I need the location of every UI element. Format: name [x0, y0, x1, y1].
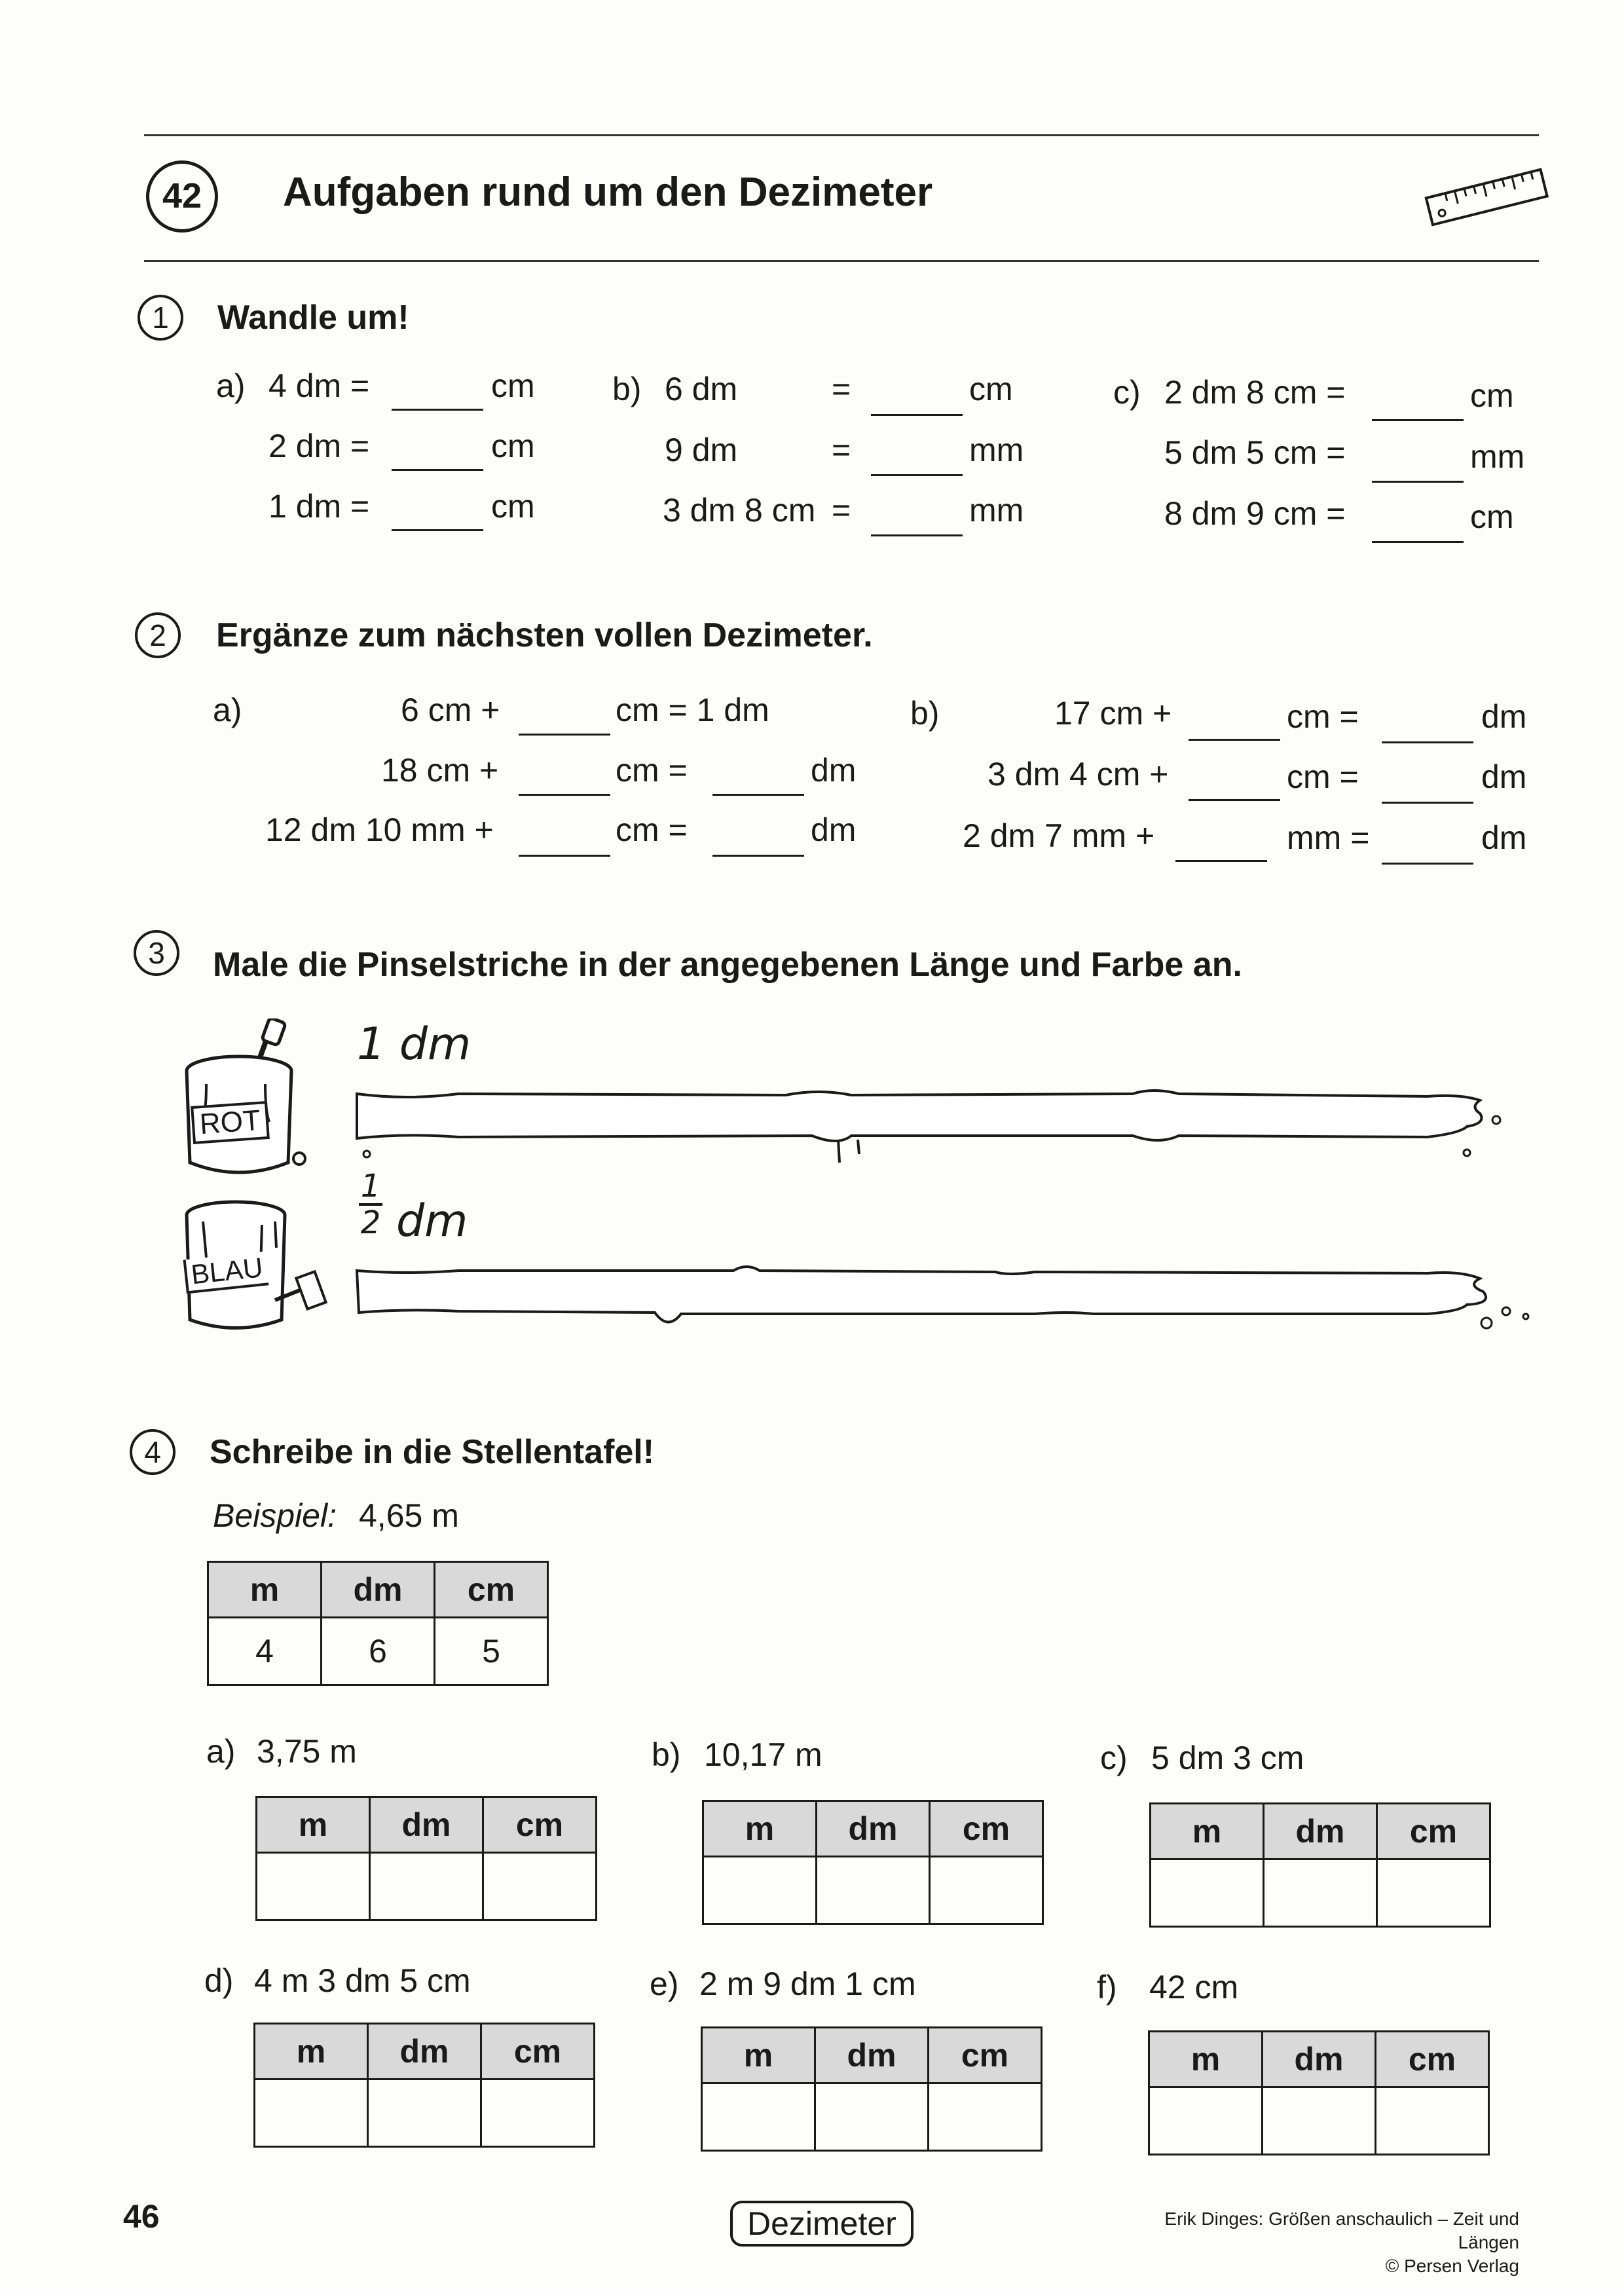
task-1a-row1-left: 4 dm =: [268, 367, 370, 404]
place-value-table-a: [255, 1796, 597, 1921]
col-header-dm: dm: [817, 1801, 930, 1857]
task-2b-row2-end: dm: [1481, 758, 1527, 795]
answer-blank[interactable]: [1189, 739, 1280, 741]
page-badge-text: 42: [162, 176, 202, 215]
example-digit-cm: 5: [435, 1618, 548, 1685]
answer-cell[interactable]: [930, 1857, 1043, 1924]
answer-blank[interactable]: [712, 855, 804, 857]
task-1c-row1-left: 2 dm 8 cm =: [1164, 374, 1346, 411]
col-header-m: m: [257, 1797, 370, 1853]
task-1a-row2-left: 2 dm =: [268, 428, 370, 464]
answer-cell[interactable]: [815, 2083, 929, 2151]
task-1a-row2-unit: cm: [491, 428, 535, 464]
answer-blank[interactable]: [519, 734, 610, 736]
item-d-letter: d): [204, 1962, 234, 1999]
page-title: Aufgaben rund um den Dezimeter: [283, 170, 933, 215]
answer-blank[interactable]: [871, 474, 963, 476]
task-1b-row3-left: 3 dm 8 cm: [663, 492, 816, 529]
stroke-1-length: 1 dm: [357, 1018, 471, 1070]
paint-stroke-1[interactable]: [354, 1081, 1519, 1172]
footer-page-number: 46: [123, 2198, 160, 2235]
task-2a-letter: a): [213, 692, 242, 728]
item-b-value: 10,17 m: [704, 1736, 822, 1773]
col-header-dm: dm: [322, 1562, 435, 1618]
task-1a-row1-unit: cm: [491, 367, 535, 404]
example-value: 4,65 m: [359, 1497, 459, 1534]
answer-blank[interactable]: [519, 855, 610, 857]
task-1c-row3-unit: cm: [1470, 498, 1514, 535]
bucket-label-red: ROT: [191, 1101, 270, 1144]
task-1b-row3-unit: mm: [969, 492, 1024, 529]
paint-bucket-blue: [177, 1195, 341, 1339]
col-header-dm: dm: [368, 2024, 481, 2080]
item-c-value: 5 dm 3 cm: [1151, 1740, 1304, 1776]
header-top-rule: [144, 134, 1539, 136]
task-2a-row3-end: dm: [811, 812, 857, 848]
task-4-title: Schreibe in die Stellentafel!: [210, 1433, 655, 1471]
task-2a-row3-mid: cm =: [616, 812, 688, 848]
col-header-cm: cm: [930, 1801, 1043, 1857]
item-e-letter: e): [650, 1966, 679, 2002]
answer-cell[interactable]: [483, 1853, 597, 1920]
task-3-title: Male die Pinselstriche in der angegebenen Länge und Farbe an.: [213, 946, 1242, 984]
col-header-m: m: [1149, 2032, 1263, 2087]
item-c-letter: c): [1100, 1740, 1128, 1776]
col-header-cm: cm: [435, 1562, 548, 1618]
task-1-title: Wandle um!: [217, 299, 409, 337]
answer-blank[interactable]: [1175, 860, 1267, 862]
answer-cell[interactable]: [703, 1857, 817, 1924]
answer-blank[interactable]: [1189, 799, 1280, 801]
answer-cell[interactable]: [1376, 2087, 1489, 2155]
answer-blank[interactable]: [871, 414, 963, 416]
place-value-table-d: [253, 2023, 595, 2148]
task-1b-row1-eq: =: [832, 371, 851, 407]
answer-blank[interactable]: [1382, 863, 1473, 865]
answer-cell[interactable]: [1149, 2087, 1263, 2155]
answer-cell[interactable]: [481, 2080, 595, 2147]
footer-credit: [1103, 2207, 1519, 2278]
task-1b-row2-eq: =: [832, 432, 851, 468]
answer-cell[interactable]: [929, 2083, 1042, 2151]
task-1b-row3-eq: =: [832, 492, 851, 529]
answer-cell[interactable]: [368, 2080, 481, 2147]
answer-cell[interactable]: [1264, 1859, 1377, 1927]
item-f-value: 42 cm: [1149, 1969, 1239, 2006]
col-header-m: m: [702, 2028, 815, 2083]
col-header-m: m: [1151, 1804, 1264, 1859]
answer-cell[interactable]: [702, 2083, 815, 2151]
item-f-letter: f): [1097, 1969, 1117, 2006]
col-header-dm: dm: [370, 1797, 483, 1853]
paint-bucket-red: [167, 1018, 311, 1189]
task-2b-row3-end: dm: [1481, 819, 1527, 856]
footer-credit-line2: © Persen Verlag: [1385, 2256, 1519, 2276]
answer-blank[interactable]: [1382, 802, 1473, 804]
task-2b-row1-left: 17 cm +: [1054, 695, 1172, 732]
answer-blank[interactable]: [1382, 741, 1473, 743]
task-2a-row1-mid: cm = 1 dm: [616, 692, 769, 728]
task-1c-row2-unit: mm: [1470, 438, 1525, 475]
task-2b-row3-left: 2 dm 7 mm +: [963, 817, 1155, 854]
answer-cell[interactable]: [257, 1853, 370, 1920]
col-header-m: m: [255, 2024, 368, 2080]
answer-cell[interactable]: [1377, 1859, 1490, 1927]
col-header-dm: dm: [1263, 2032, 1376, 2087]
item-b-letter: b): [652, 1736, 681, 1773]
task-2b-letter: b): [910, 695, 940, 732]
fraction-numerator: 1: [359, 1169, 382, 1206]
col-header-cm: cm: [483, 1797, 597, 1853]
col-header-cm: cm: [929, 2028, 1042, 2083]
task-1b-row1-unit: cm: [969, 371, 1013, 407]
task-2a-row2-end: dm: [811, 752, 857, 789]
task-1b-row2-unit: mm: [969, 432, 1024, 468]
task-2b-row2-left: 3 dm 4 cm +: [987, 756, 1169, 793]
answer-blank[interactable]: [1372, 419, 1464, 421]
answer-blank[interactable]: [519, 794, 610, 796]
task-1c-row2-left: 5 dm 5 cm =: [1164, 434, 1346, 471]
task-4-number: 4: [130, 1429, 175, 1475]
col-header-dm: dm: [815, 2028, 929, 2083]
footer-credit-line1: Erik Dinges: Größen anschaulich – Zeit und Längen: [1164, 2209, 1519, 2252]
footer-topic-badge: Dezimeter: [730, 2201, 913, 2247]
answer-cell[interactable]: [255, 2080, 368, 2147]
example-digit-m: 4: [208, 1618, 322, 1685]
col-header-m: m: [703, 1801, 817, 1857]
task-1b-row1-left: 6 dm: [665, 371, 738, 407]
task-2b-row3-mid: mm =: [1287, 819, 1370, 856]
answer-blank[interactable]: [712, 794, 804, 796]
stroke-2-fraction: [359, 1169, 382, 1240]
item-a-letter: a): [206, 1733, 236, 1770]
item-a-value: 3,75 m: [257, 1733, 357, 1770]
place-value-table-c: [1149, 1802, 1491, 1928]
col-header-cm: cm: [1376, 2032, 1489, 2087]
task-2b-row1-mid: cm =: [1287, 698, 1359, 735]
task-1c-row1-unit: cm: [1470, 377, 1514, 414]
task-2-title: Ergänze zum nächsten vollen Dezimeter.: [216, 616, 873, 654]
task-2a-row2-left: 18 cm +: [381, 752, 499, 789]
example-place-value-table: [207, 1561, 549, 1686]
task-1b-row2-left: 9 dm: [665, 432, 738, 468]
example-digit-dm: 6: [322, 1618, 435, 1685]
answer-cell[interactable]: [370, 1853, 483, 1920]
answer-blank[interactable]: [392, 529, 483, 531]
task-1a-row3-left: 1 dm =: [268, 488, 370, 525]
task-2-number: 2: [135, 612, 181, 658]
task-2a-row3-left: 12 dm 10 mm +: [265, 812, 494, 848]
ruler-icon: [1421, 157, 1552, 236]
answer-cell[interactable]: [1263, 2087, 1376, 2155]
answer-blank[interactable]: [1372, 541, 1464, 543]
page-number-badge: [146, 160, 218, 233]
task-2a-row2-mid: cm =: [616, 752, 688, 789]
place-value-table-f: [1148, 2030, 1490, 2155]
task-1a-letter: a): [216, 367, 246, 404]
task-3-number: 3: [134, 930, 179, 976]
bucket-label-blue: BLAU: [183, 1252, 268, 1294]
task-2b-row2-mid: cm =: [1287, 758, 1359, 795]
task-2a-row1-left: 6 cm +: [401, 692, 500, 728]
item-d-value: 4 m 3 dm 5 cm: [254, 1962, 471, 1999]
paint-stroke-2[interactable]: [354, 1258, 1532, 1343]
answer-cell[interactable]: [1151, 1859, 1264, 1927]
answer-cell[interactable]: [817, 1857, 930, 1924]
answer-blank[interactable]: [392, 469, 483, 471]
col-header-cm: cm: [481, 2024, 595, 2080]
fraction-denominator: 2: [360, 1204, 381, 1241]
col-header-cm: cm: [1377, 1804, 1490, 1859]
stroke-2-unit: dm: [396, 1195, 468, 1247]
col-header-m: m: [208, 1562, 322, 1618]
task-1c-row3-left: 8 dm 9 cm =: [1164, 495, 1346, 532]
answer-blank[interactable]: [871, 534, 963, 536]
example-label: Beispiel:: [213, 1497, 337, 1534]
header-bottom-rule: [144, 260, 1539, 262]
task-1b-letter: b): [612, 371, 642, 407]
task-1a-row3-unit: cm: [491, 488, 535, 525]
answer-blank[interactable]: [1372, 481, 1464, 483]
task-1-number: 1: [138, 295, 183, 341]
task-1c-letter: c): [1113, 374, 1141, 411]
place-value-table-e: [701, 2026, 1043, 2152]
task-2b-row1-end: dm: [1481, 698, 1527, 735]
col-header-dm: dm: [1264, 1804, 1377, 1859]
answer-blank[interactable]: [392, 409, 483, 411]
place-value-table-b: [702, 1800, 1044, 1925]
item-e-value: 2 m 9 dm 1 cm: [699, 1966, 916, 2002]
